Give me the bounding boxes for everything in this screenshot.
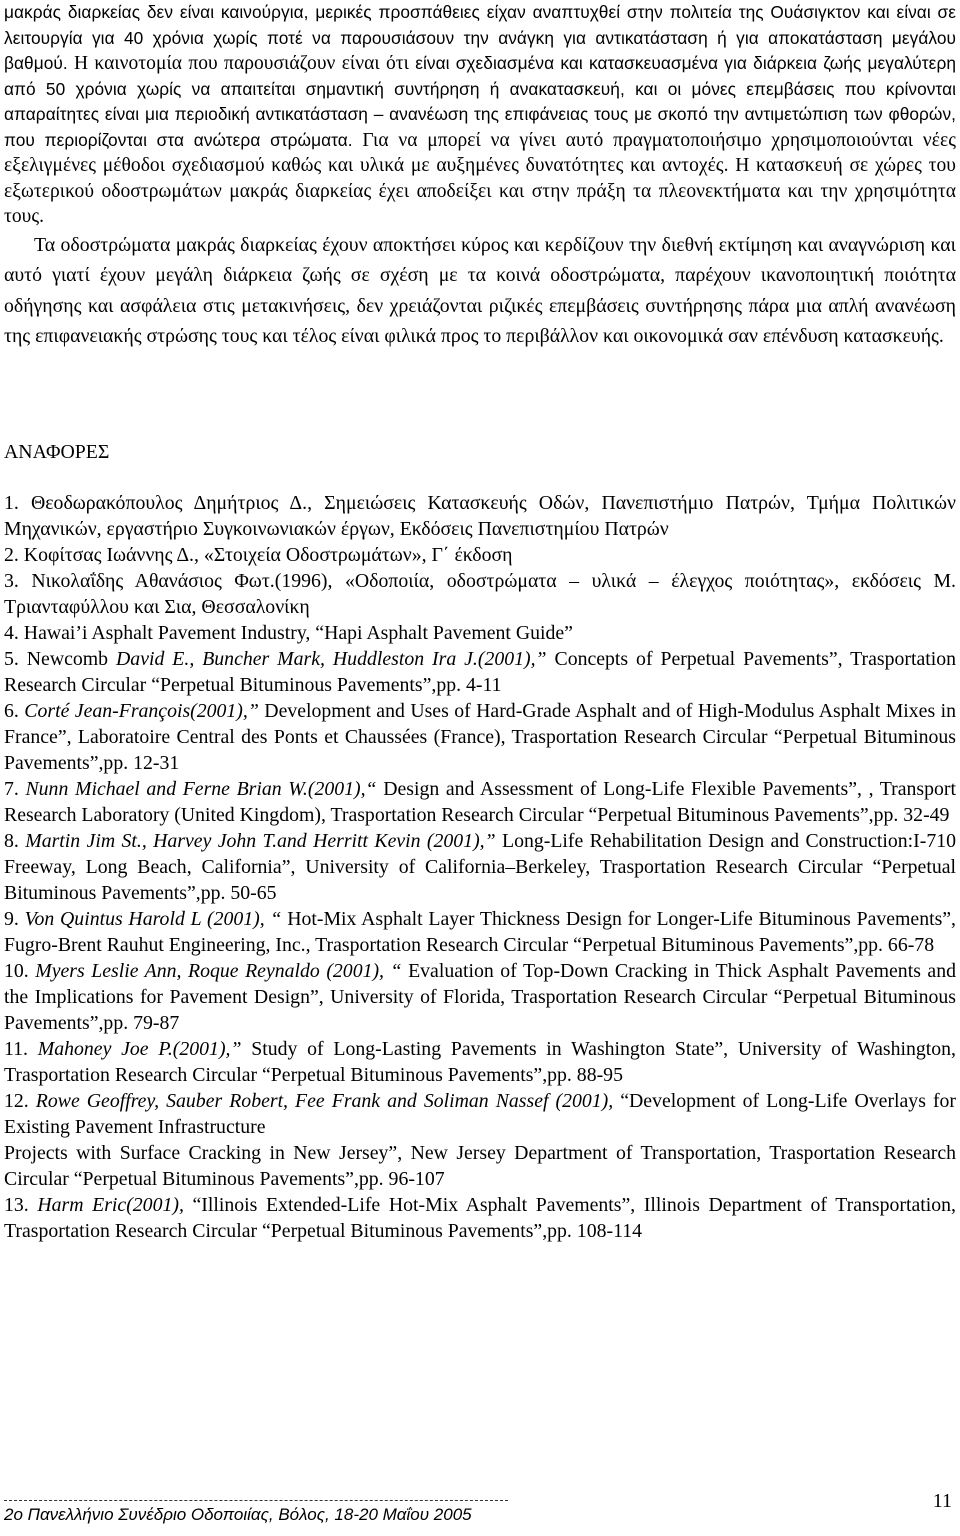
- reference-item-8: [4, 828, 956, 906]
- reference-item-1: 1. Θεοδωρακόπουλος Δημήτριος Δ., Σημειώσεις Κατασκευής Οδών, Πανεπιστήμιο Πατρών, Τμήμα Πολιτικών Μηχανικών, εργαστήριο Συγκοινωνιακών έργων, Εκδόσεις Πανεπιστημίου Πατρών: [4, 492, 956, 540]
- reference-item-7: [4, 776, 956, 828]
- document-page: [4, 0, 957, 1242]
- reference-item-6: [4, 698, 956, 776]
- reference-title: “Development of Long-Life Overlays for Existing Pavement Infrastructure: [4, 1090, 957, 1138]
- paragraph-perpetual-pavements-intro: [4, 0, 956, 230]
- reference-authors: Rowe Geoffrey, Sauber Robert, Fee Frank and Soliman Nassef (2001),: [35, 1090, 614, 1112]
- page-footer: [4, 1488, 956, 1536]
- reference-number: 6.: [4, 700, 25, 722]
- reference-authors: Von Quintus Harold L (2001), “: [24, 908, 282, 930]
- reference-authors: Harm Eric(2001),: [37, 1194, 184, 1216]
- paragraph-text-part-3: είναι σχεδιασμένα και κατασκευασμένα για διάρκεια ζωής μεγαλύτερη από 50 χρόνια χωρίς να απαιτείται σημαντική συντήρηση ή ανακατασκευή, και οι μόνες επεμβάσεις που κρίνονται απαραίτητες είναι μια περιοδική αντικατάσταση – ανανέωση της επιφάνειας τους με σκοπό την αντιμετώπιση των φθορών, που περιορίζονται στα ανώτερα στρώματα.: [4, 53, 956, 150]
- reference-item-3: 3. Νικολαΐδης Αθανάσιος Φωτ.(1996), «Οδοποιία, οδοστρώματα – υλικά – έλεγχος ποιότητας», εκδόσεις Μ. Τριανταφύλλου και Σια, Θεσσαλονίκη: [4, 570, 956, 618]
- reference-item-10: [4, 958, 956, 1036]
- references-list: [4, 490, 956, 1244]
- reference-number: 7.: [4, 778, 26, 800]
- reference-title: Development and Uses of Hard-Grade Asphalt and of High-Modulus Asphalt Mixes in France”, Laboratoire Central des Ponts et Chaussées (France), Trasportation Research Circular “Perpetual Bituminous Pavements”,pp. 12-31: [4, 700, 956, 774]
- reference-number: 11.: [4, 1038, 38, 1060]
- paragraph-text-part-4: Για να μπορεί να γίνει αυτό πραγματοποιήσιμο χρησιμοποιούνται νέες εξελιγμένες μέθοδοι σχεδιασμού καθώς και υλικά με αυξημένες δυνατότητες και αντοχές. Η κατασκευή σε χώρες του εξωτερικού οδοστρωμάτων μακράς διαρκείας έχει αποδείξει και στην πράξη τα πλεονεκτήματα και την χρησιμότητα τους.: [4, 129, 957, 227]
- reference-item-12: [4, 1088, 956, 1140]
- references-heading: ΑΝΑΦΟΡΕΣ: [4, 441, 110, 463]
- reference-authors: Nunn Michael and Ferne Brian W.(2001),“: [25, 778, 377, 800]
- reference-item-5: [4, 646, 956, 698]
- reference-authors: Mahoney Joe P.(2001),”: [37, 1038, 242, 1060]
- reference-title: “Illinois Extended-Life Hot-Mix Asphalt Pavements”, Illinois Department of Transportation, Trasportation Research Circular “Perpetual Bituminous Pavements”,pp. 108-114: [4, 1194, 956, 1242]
- paragraph-text-part-2: Η καινοτομία που παρουσιάζουν είναι ότι: [73, 53, 416, 74]
- paragraph-text-part-1: μακράς διαρκείας δεν είναι καινούργια, μερικές προσπάθειες είχαν αναπτυχθεί στην πολιτεία της Ουάσιγκτον και είναι σε λειτουργία για 40 χρόνια χωρίς ποτέ να παρουσιάσουν την ανάγκη για αντικατάσταση ή για αποκατάσταση μεγάλου βαθμού.: [4, 2, 956, 73]
- reference-item-4: 4. Hawai’i Asphalt Pavement Industry, “Hapi Asphalt Pavement Guide”: [4, 622, 573, 644]
- reference-title: Study of Long-Lasting Pavements in Washington State”, University of Washington, Trasportation Research Circular “Perpetual Bituminous Pavements”,pp. 88-95: [4, 1038, 956, 1086]
- footer-divider: [4, 1500, 508, 1501]
- reference-authors: Martin Jim St., Harvey John T.and Herritt Kevin (2001),”: [25, 830, 496, 852]
- page-number: 11: [932, 1490, 952, 1512]
- reference-number: 9.: [4, 908, 25, 930]
- reference-number: 10.: [4, 960, 36, 982]
- reference-number: 8.: [4, 830, 26, 852]
- reference-item-13: [4, 1192, 956, 1244]
- reference-number: 5. Newcomb: [4, 648, 117, 670]
- reference-item-12-continued: Projects with Surface Cracking in New Jersey”, New Jersey Department of Transportation, Trasportation Research Circular “Perpetual Bituminous Pavements”,pp. 96-107: [4, 1142, 956, 1190]
- reference-title: Long-Life Rehabilitation Design and Construction:I-710 Freeway, Long Beach, California”, University of California–Berkeley, Trasportation Research Circular “Perpetual Bituminous Pavements”,pp. 50-65: [4, 830, 956, 904]
- reference-authors: Corté Jean-François(2001),”: [24, 700, 259, 722]
- reference-item-9: [4, 906, 956, 958]
- reference-title: Concepts of Perpetual Pavements”, Trasportation Research Circular “Perpetual Bituminous Pavements”,pp. 4-11: [4, 648, 956, 696]
- reference-title: Evaluation of Top-Down Cracking in Thick Asphalt Pavements and the Implications for Pavement Design”, University of Florida, Trasportation Research Circular “Perpetual Bituminous Pavements”,pp. 79-87: [4, 960, 956, 1034]
- reference-title: Hot-Mix Asphalt Layer Thickness Design for Longer-Life Bituminous Pavements”, Fugro-Brent Rauhut Engineering, Inc., Trasportation Research Circular “Perpetual Bituminous Pavements”,pp. 66-78: [4, 908, 957, 956]
- reference-item-2: 2. Κοφίτσας Ιωάννης Δ., «Στοιχεία Οδοστρωμάτων», Γ΄ έκδοση: [4, 544, 513, 566]
- paragraph-perpetual-pavements-benefits: Τα οδοστρώματα μακράς διαρκείας έχουν αποκτήσει κύρος και κερδίζουν την διεθνή εκτίμηση και αναγνώριση και αυτό γιατί έχουν μεγάλη διάρκεια ζωής σε σχέση με τα κοινά οδοστρώματα, παρέχουν ικανοποιητική ποιότητα οδήγησης και ασφάλεια στις μετακινήσεις, δεν χρειάζονται ριζικές επεμβάσεις συντήρησης πάρα μια απλή ανανέωση της επιφανειακής στρώσης τους και τέλος είναι φιλικά προς το περιβάλλον και οικονομικά σαν επένδυση κατασκευής.: [4, 233, 956, 348]
- reference-item-11: [4, 1036, 956, 1088]
- reference-authors: David E., Buncher Mark, Huddleston Ira J.(2001),”: [116, 648, 547, 670]
- footer-conference-name: 2ο Πανελλήνιο Συνέδριο Οδοποιίας, Βόλος, 18-20 Μαΐου 2005: [4, 1505, 472, 1524]
- reference-number: 12.: [4, 1090, 36, 1112]
- reference-number: 13.: [4, 1194, 38, 1216]
- reference-title: Design and Assessment of Long-Life Flexible Pavements”, , Transport Research Laboratory (United Kingdom), Trasportation Research Circular “Perpetual Bituminous Pavements”,pp. 32-49: [4, 778, 956, 826]
- reference-authors: Myers Leslie Ann, Roque Reynaldo (2001), “: [35, 960, 402, 982]
